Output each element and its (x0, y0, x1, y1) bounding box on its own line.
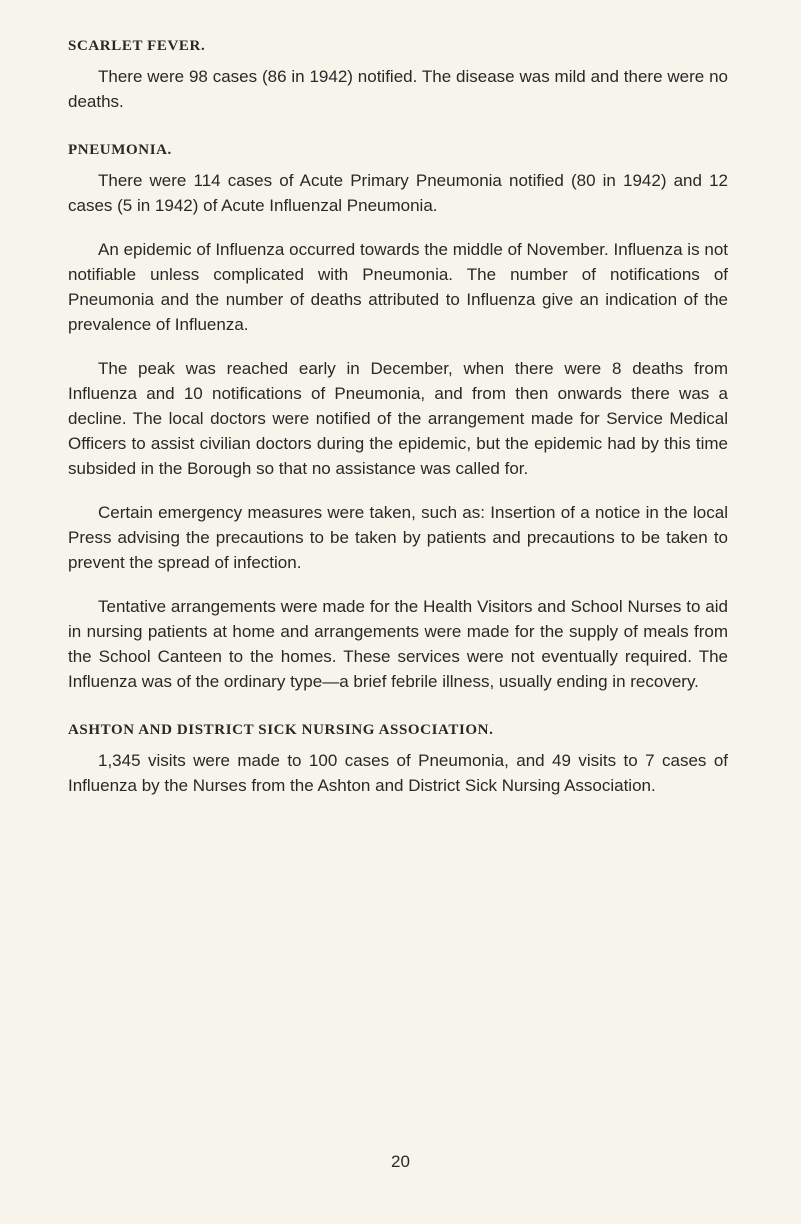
paragraph-pneumonia-5: Tentative arrangements were made for the Health Visitors and School Nurses to aid in nursing patients at home and arrangements were made for the supply of meals from the School Canteen to the homes. These services were not eventually required. The Influenza was of the ordinary type—a brief febrile illness, usually ending in recovery. (68, 597, 728, 691)
paragraph-pneumonia-3: The peak was reached early in December, when there were 8 deaths from Influenza and 10 notifications of Pneumonia, and from then onwards there was a decline. The local doctors were notified of the arrangement made for Service Medical Officers to assist civilian doctors during the epidemic, but the epidemic had by this time subsided in the Borough so that no assistance was called for. (68, 359, 728, 478)
paragraph-pneumonia-4: Certain emergency measures were taken, such as: Insertion of a notice in the local Press advising the precautions to be taken by patients and precautions to be taken to prevent the spread of infection. (68, 503, 728, 572)
page-number: 20 (391, 1152, 410, 1171)
paragraph-pneumonia-1: There were 114 cases of Acute Primary Pneumonia notified (80 in 1942) and 12 cases (5 in 1942) of Acute Influenzal Pneumonia. (68, 171, 728, 215)
paragraph-scarlet-fever-1: There were 98 cases (86 in 1942) notified. The disease was mild and there were no deaths. (68, 67, 728, 111)
section-heading-nursing-association: ASHTON AND DISTRICT SICK NURSING ASSOCIATION. (68, 722, 494, 738)
section-heading-pneumonia: PNEUMONIA. (68, 142, 172, 158)
document-page (68, 36, 728, 798)
paragraph-pneumonia-2: An epidemic of Influenza occurred towards the middle of November. Influenza is not notifiable unless complicated with Pneumonia. The number of notifications of Pneumonia and the number of deaths attributed to Influenza give an indication of the prevalence of Influenza. (68, 240, 728, 334)
section-heading-scarlet-fever: SCARLET FEVER. (68, 38, 206, 54)
paragraph-nursing-association-1: 1,345 visits were made to 100 cases of Pneumonia, and 49 visits to 7 cases of Influenza by the Nurses from the Ashton and District Sick Nursing Association. (68, 751, 728, 795)
